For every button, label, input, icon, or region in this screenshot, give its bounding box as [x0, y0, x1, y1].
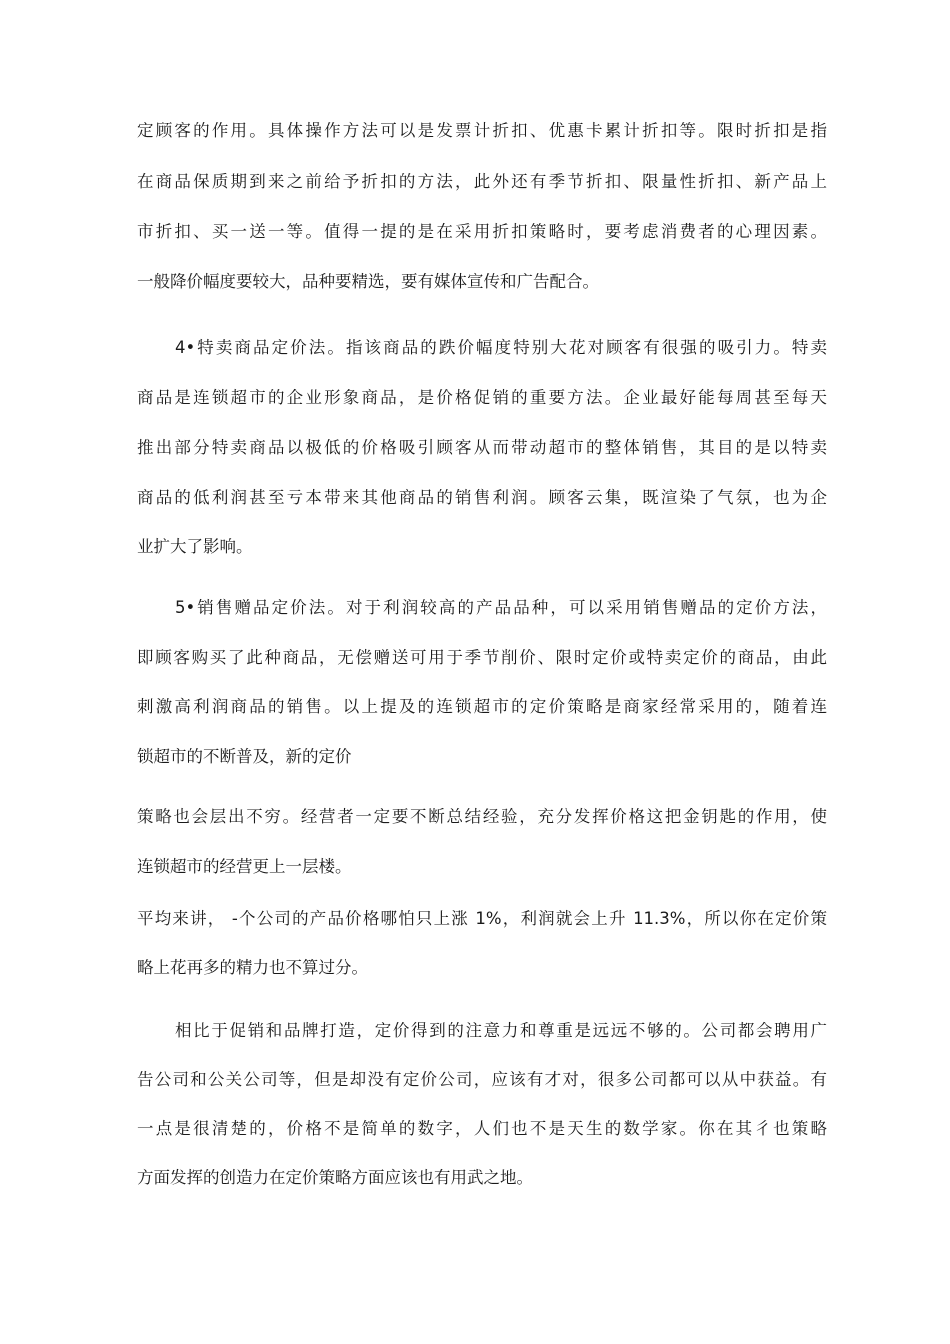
paragraph-3-line-2: 即顾客购买了此种商品，无偿赠送可用于季节削价、限时定价或特卖定价的商品，由此	[137, 648, 827, 667]
paragraph-1-line-4: 一般降价幅度要较大，品种要精选，要有媒体宣传和广告配合。	[137, 272, 599, 291]
paragraph-1-line-1: 定顾客的作用。具体操作方法可以是发票计折扣、优惠卡累计折扣等。限时折扣是指	[137, 121, 827, 140]
paragraph-6-line-4: 方面发挥的创造力在定价策略方面应该也有用武之地。	[137, 1168, 533, 1187]
paragraph-6-line-1: 相比于促销和品牌打造，定价得到的注意力和尊重是远远不够的。公司都会聘用广	[175, 1021, 827, 1040]
paragraph-1-line-3: 市折扣、买一送一等。值得一提的是在采用折扣策略时，要考虑消费者的心理因素。	[137, 222, 827, 241]
paragraph-6-line-2: 告公司和公关公司等，但是却没有定价公司，应该有才对，很多公司都可以从中获益。有	[137, 1070, 827, 1089]
paragraph-2-line-3: 推出部分特卖商品以极低的价格吸引顾客从而带动超市的整体销售，其目的是以特卖	[137, 438, 827, 457]
paragraph-6-line-3: 一点是很清楚的，价格不是简单的数字，人们也不是天生的数学家。你在其彳也策略	[137, 1119, 827, 1138]
paragraph-4-line-2: 连锁超市的经营更上一层楼。	[137, 857, 352, 876]
paragraph-2-line-4: 商品的低利润甚至亏本带来其他商品的销售利润。顾客云集，既渲染了气氛，也为企	[137, 488, 827, 507]
paragraph-2-line-2: 商品是连锁超市的企业形象商品，是价格促销的重要方法。企业最好能每周甚至每天	[137, 388, 827, 407]
paragraph-5-line-1: 平均来讲， -个公司的产品价格哪怕只上涨 1%，利润就会上升 11.3%，所以你在定价策	[137, 909, 827, 928]
paragraph-3-line-3: 刺激高利润商品的销售。以上提及的连锁超市的定价策略是商家经常采用的，随着连	[137, 697, 827, 716]
paragraph-2-line-5: 业扩大了影响。	[137, 537, 253, 556]
paragraph-4-line-1: 策略也会层出不穷。经营者一定要不断总结经验，充分发挥价格这把金钥匙的作用，使	[137, 807, 827, 826]
paragraph-5-line-2: 略上花再多的精力也不算过分。	[137, 958, 368, 977]
paragraph-2-line-1: 4•特卖商品定价法。指该商品的跌价幅度特别大花对顾客有很强的吸引力。特卖	[175, 338, 827, 357]
paragraph-1-line-2: 在商品保质期到来之前给予折扣的方法，此外还有季节折扣、限量性折扣、新产品上	[137, 172, 827, 191]
paragraph-3-line-1: 5•销售赠品定价法。对于利润较高的产品品种，可以采用销售赠品的定价方法，	[175, 598, 827, 617]
paragraph-3-line-4: 锁超市的不断普及，新的定价	[137, 747, 352, 766]
